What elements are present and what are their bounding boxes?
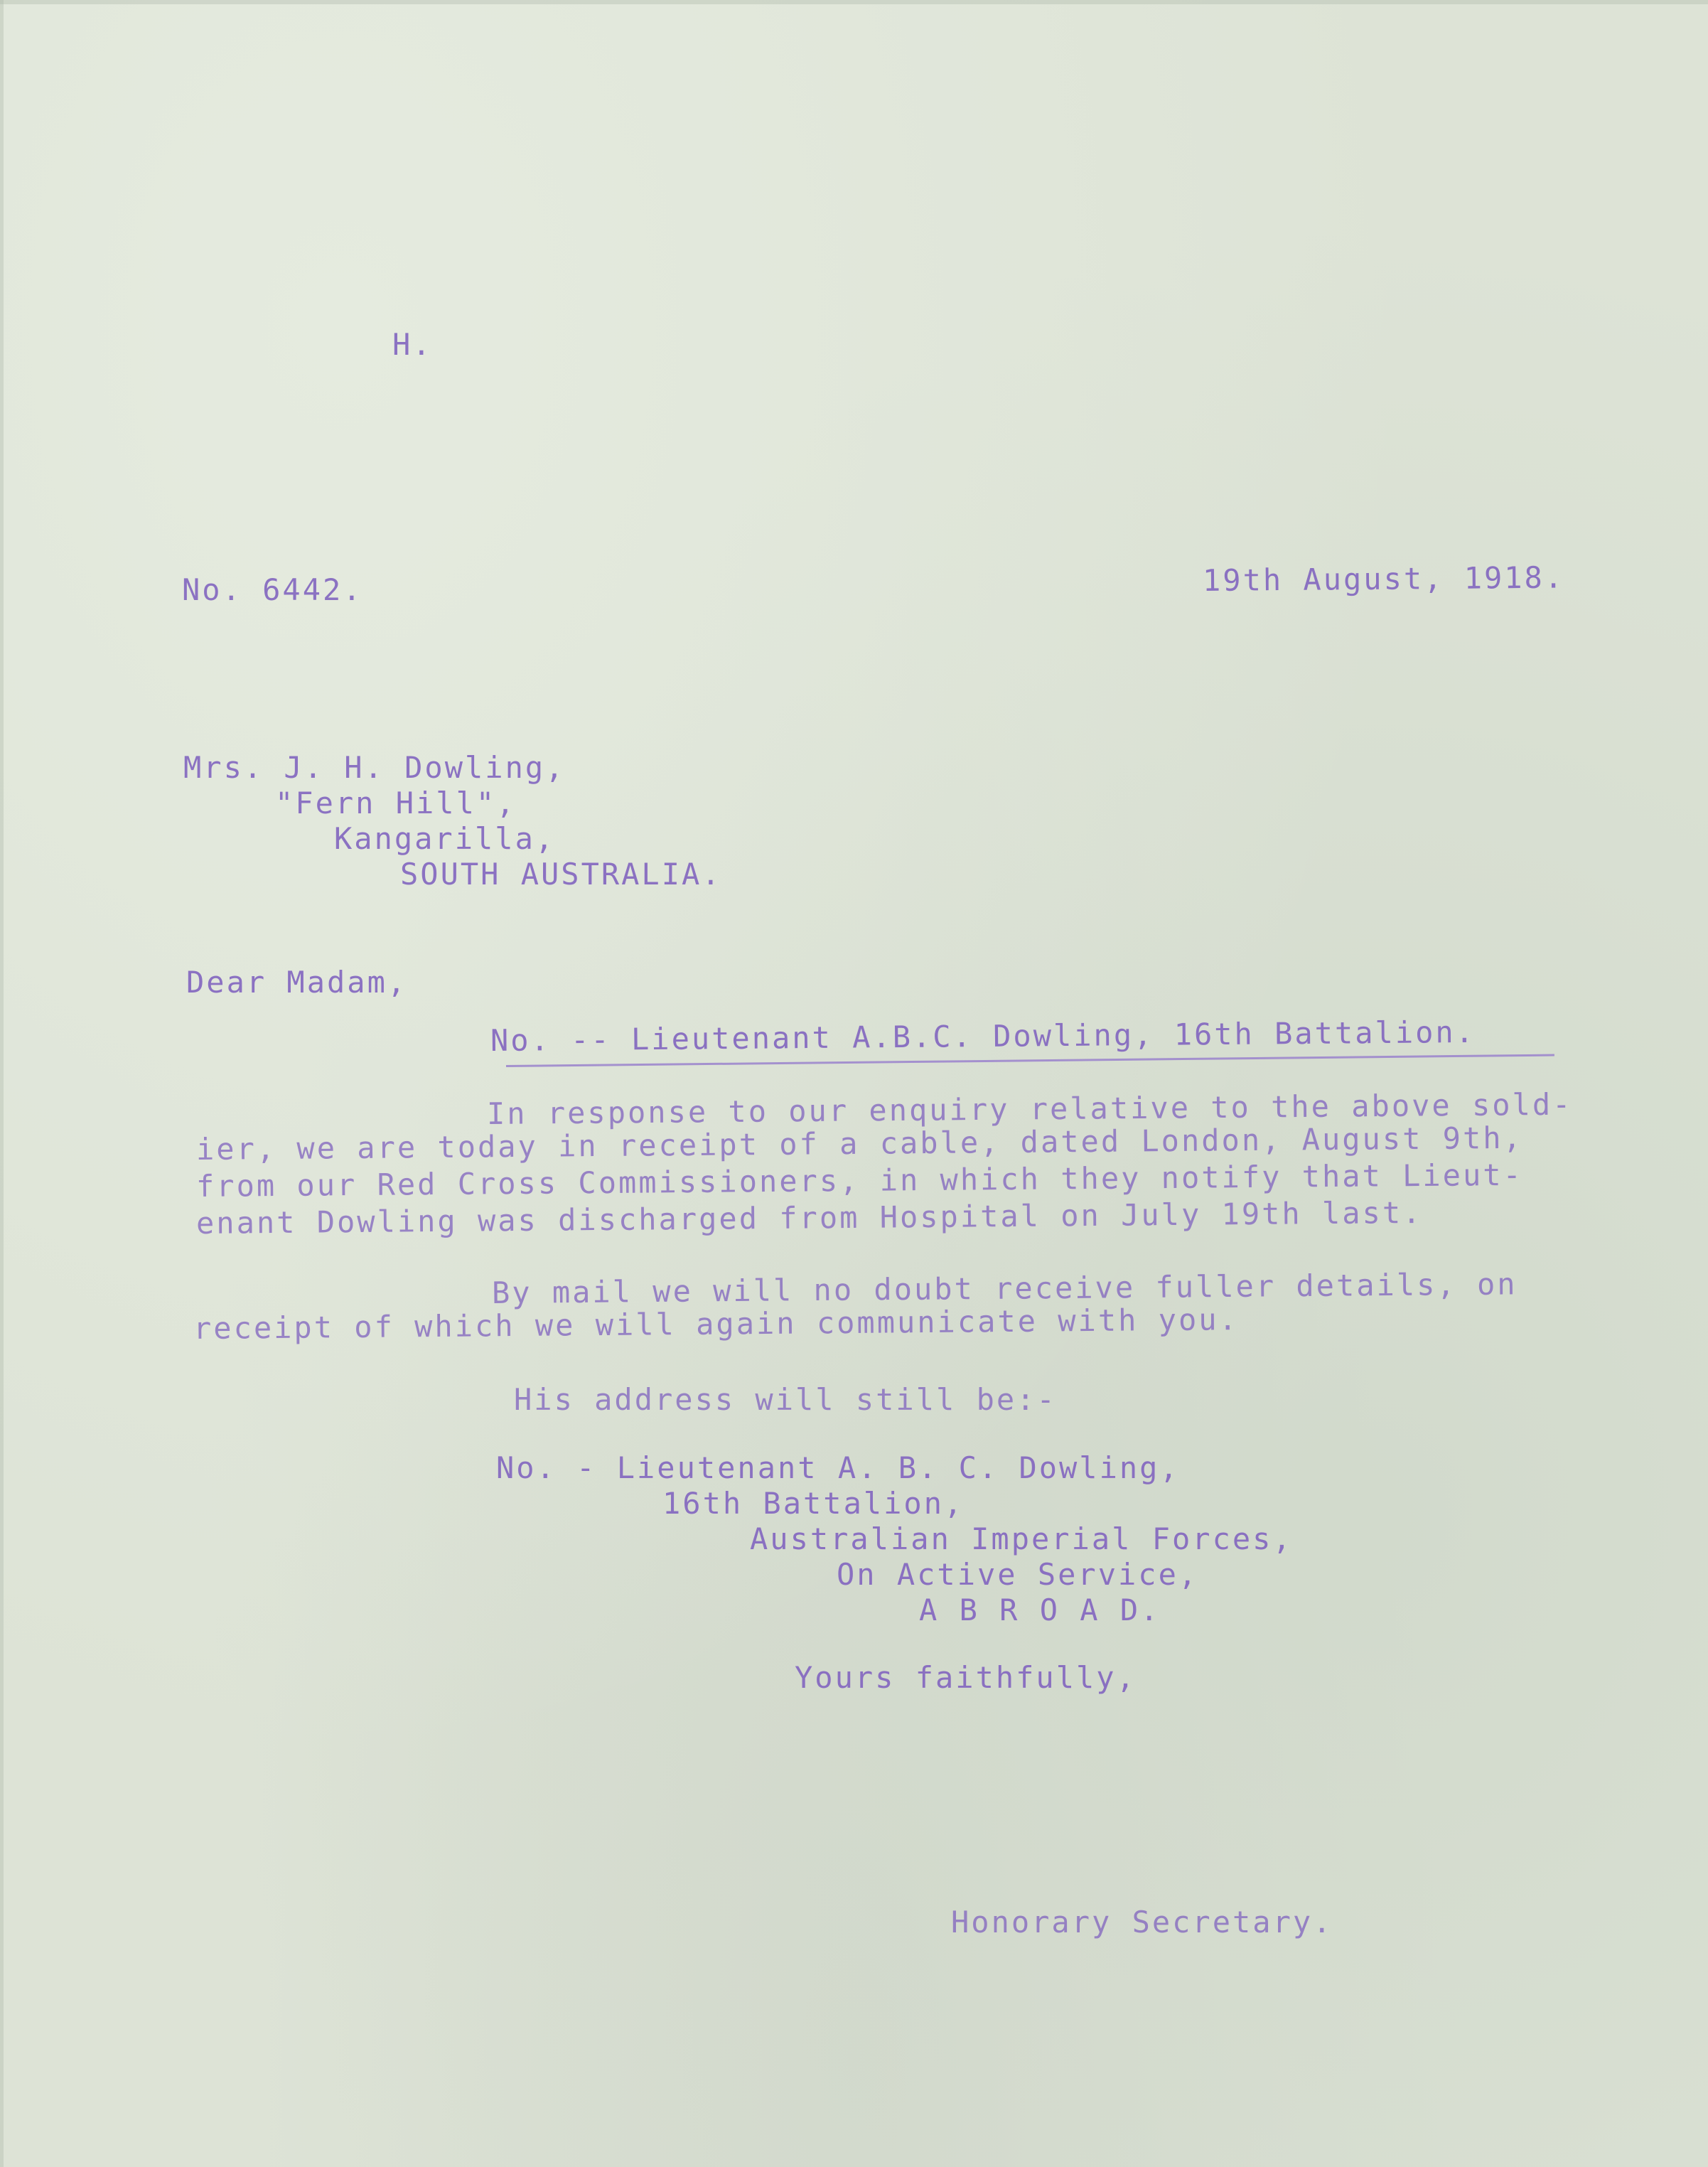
recipient-name: Mrs. J. H. Dowling, — [183, 750, 566, 785]
address-line-battalion: 16th Battalion, — [662, 1486, 965, 1521]
address-line-abroad: A B R O A D. — [919, 1593, 1161, 1627]
address-line-service: On Active Service, — [837, 1557, 1199, 1592]
file-mark: H. — [392, 327, 433, 362]
paragraph1-line2: ier, we are today in receipt of a cable, dated London, August 9th, — [195, 1120, 1524, 1167]
page-edge-left — [0, 0, 4, 2167]
paragraph2-line1: By mail we will no doubt receive fuller details, on — [491, 1266, 1518, 1310]
closing: Yours faithfully, — [795, 1660, 1137, 1695]
signatory-title: Honorary Secretary. — [951, 1905, 1333, 1939]
letter-date: 19th August, 1918. — [1202, 560, 1565, 598]
subject-line: No. -- Lieutenant A.B.C. Dowling, 16th Battalion. — [490, 1014, 1476, 1058]
recipient-state: SOUTH AUSTRALIA. — [400, 857, 722, 892]
salutation: Dear Madam, — [186, 965, 408, 1000]
address-line-forces: Australian Imperial Forces, — [750, 1521, 1293, 1556]
address-intro: His address will still be:- — [514, 1382, 1057, 1417]
page-edge-top — [0, 0, 1708, 4]
paragraph1-line3: from our Red Cross Commissioners, in which they notify that Lieut- — [195, 1157, 1524, 1204]
paragraph2-line2: receipt of which we will again communicate with you. — [193, 1302, 1240, 1346]
paragraph1-line1: In response to our enquiry relative to the above sold- — [486, 1086, 1573, 1131]
reference-number: No. 6442. — [182, 572, 363, 607]
paragraph1-line4: enant Dowling was discharged from Hospital on July 19th last. — [195, 1194, 1423, 1241]
recipient-house: "Fern Hill", — [275, 786, 517, 820]
recipient-town: Kangarilla, — [334, 821, 556, 856]
address-line-name: No. - Lieutenant A. B. C. Dowling, — [496, 1450, 1180, 1485]
